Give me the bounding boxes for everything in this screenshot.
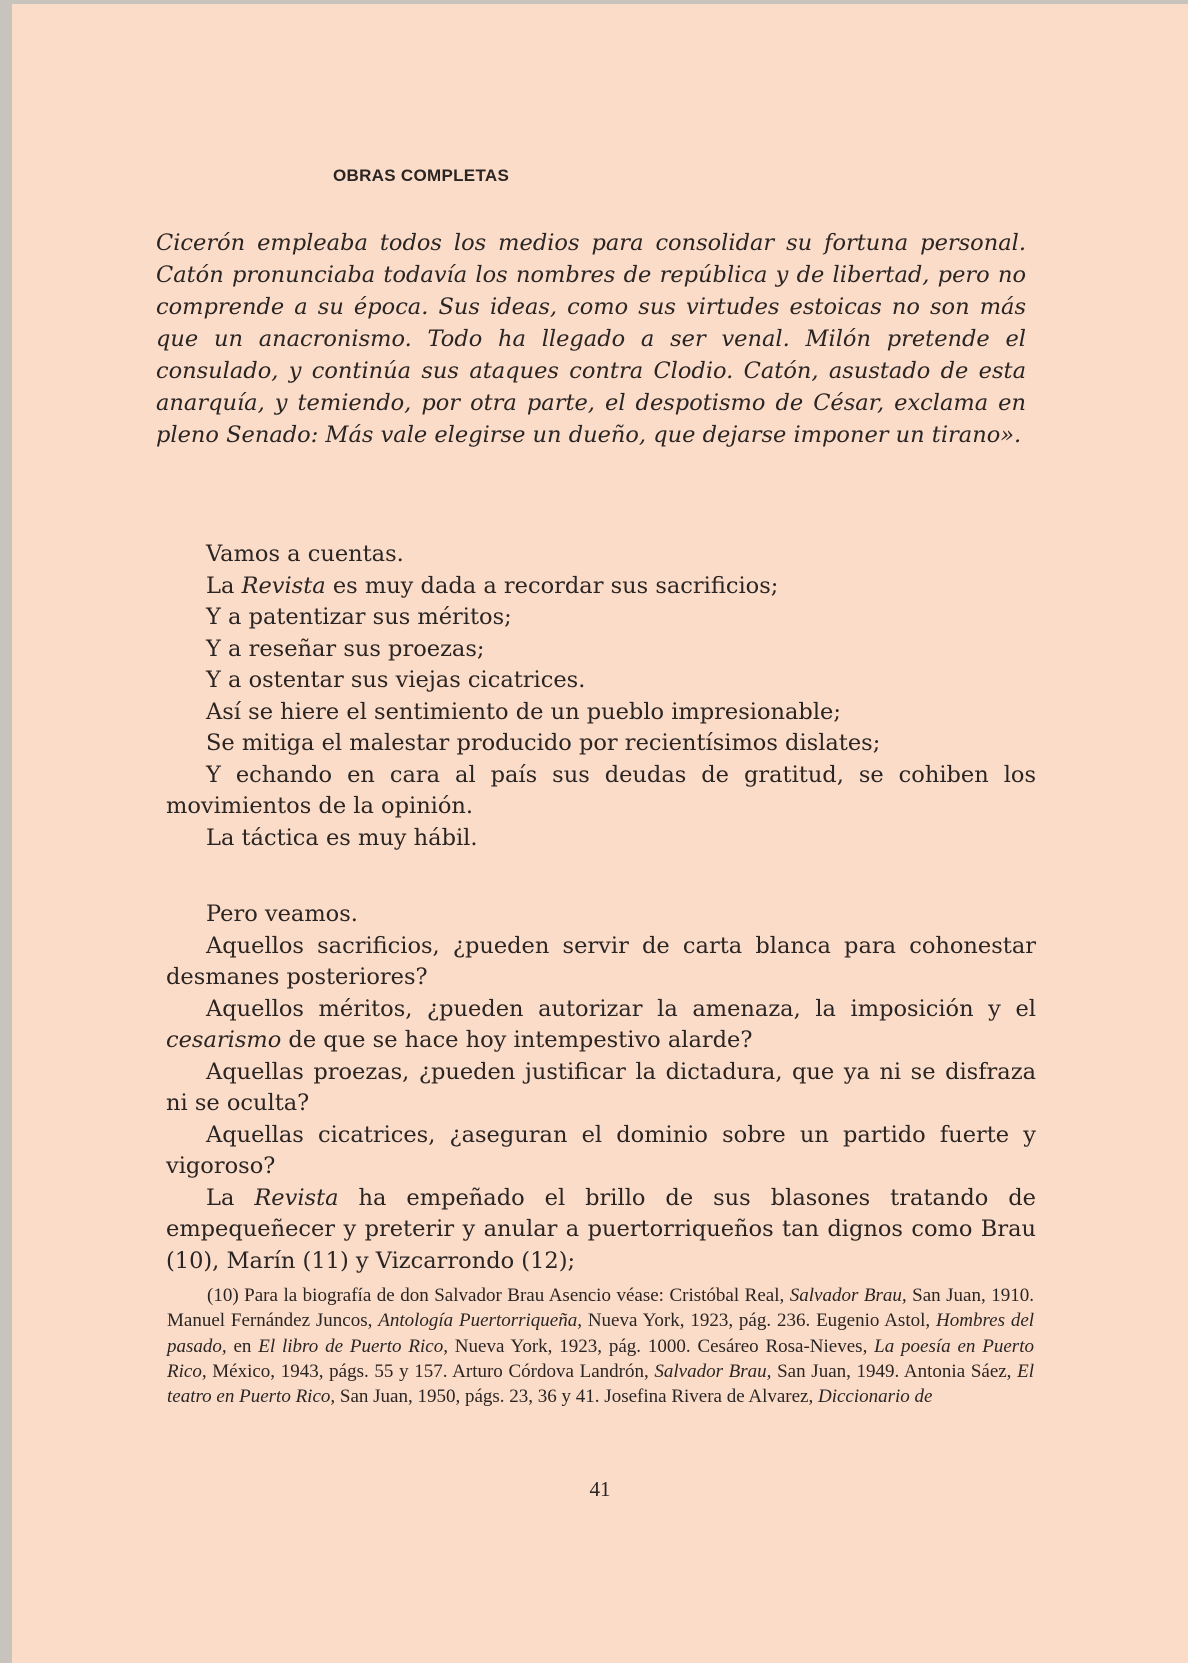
- emphasis: cesarismo: [166, 1027, 282, 1053]
- text-run: (10) Para la biografía de don Salvador Brau Asencio véase: Cristóbal Real,: [207, 1285, 790, 1306]
- emphasis: Hombres del pasado,: [167, 1310, 1035, 1357]
- footnote: [167, 1283, 1034, 1409]
- emphasis: Diccionario de: [817, 1386, 933, 1408]
- paragraph: La táctica es muy hábil.: [206, 824, 478, 851]
- text-run: Nueva York, 1923, pág. 1000. Cesáreo Rosa-Nieves,: [447, 1335, 875, 1357]
- text-run: San Juan, 1950, págs. 23, 36 y 41. Josefina Rivera de Alvarez,: [335, 1386, 818, 1408]
- paragraph: [166, 571, 1036, 603]
- paragraph: Aquellos sacrificios, ¿pueden servir de carta blanca para cohonestar desmanes posteriores?: [166, 932, 1036, 990]
- paragraph: Aquellas cicatrices, ¿aseguran el dominio sobre un partido fuerte y vigoroso?: [166, 1121, 1036, 1179]
- quote-paragraph: Cicerón empleaba todos los medios para consolidar su fortuna personal. Catón pronunciaba todavía los nombres de república y de libertad, pero no comprende a su época. Sus ideas, como sus virtudes estoicas no son más que un anacronismo. Todo ha llegado a ser venal. Milón pretende el consulado, y continúa sus ataques contra Clodio. Catón, asustado de esta anarquía, y temiendo, por otra parte, el despotismo de César, exclama en pleno Senado: Más vale elegirse un dueño, que dejarse imponer un tirano».: [156, 230, 1026, 448]
- emphasis: Revista: [254, 1184, 339, 1211]
- emphasis: Salvador Brau,: [654, 1360, 772, 1382]
- paragraph: [166, 994, 1036, 1057]
- text-run: es muy dada a recordar sus sacrificios;: [325, 572, 779, 599]
- footnote-paragraph: [167, 1283, 1034, 1409]
- text-run: Aquellos méritos, ¿pueden autorizar la amenaza, la imposición y el: [206, 995, 1036, 1022]
- page-number: 41: [589, 1477, 611, 1501]
- emphasis: Revista: [241, 572, 326, 599]
- paragraph: Y echando en cara al país sus deudas de gratitud, se cohiben los movimientos de la opinión.: [166, 761, 1036, 819]
- text-run: San Juan, 1949. Antonia Sáez,: [771, 1360, 1018, 1382]
- paragraph: [166, 1183, 1036, 1278]
- italic-quotation: [156, 227, 1026, 451]
- section-one: [166, 539, 1036, 854]
- emphasis: Antología Puertorriqueña,: [378, 1310, 582, 1332]
- emphasis: Salvador Brau,: [789, 1285, 907, 1306]
- text-run: de que se hace hoy intempestivo alarde?: [281, 1027, 753, 1053]
- paragraph: Se mitiga el malestar producido por recientísimos dislates;: [206, 730, 881, 756]
- emphasis: El teatro en Puerto Rico,: [167, 1360, 1035, 1408]
- text-run: La: [206, 572, 242, 599]
- book-page: [12, 4, 1188, 1663]
- text-run: Nueva York, 1923, pág. 236. Eugenio Astol,: [581, 1310, 936, 1332]
- section-two: [166, 899, 1036, 1277]
- emphasis: El libro de Puerto Rico,: [258, 1335, 448, 1357]
- paragraph: Vamos a cuentas.: [206, 541, 404, 567]
- emphasis: La poesía en Puerto Rico,: [167, 1335, 1034, 1382]
- text-run: ha empeñado el brillo de sus blasones tratando de empequeñecer y preterir y anular a puertorriqueños tan dignos como Brau (10), Marín (11) y Vizcarrondo (12);: [166, 1184, 1036, 1274]
- running-header: OBRAS COMPLETAS: [333, 166, 510, 185]
- text-run: La: [206, 1184, 255, 1211]
- paragraph: Así se hiere el sentimiento de un pueblo impresionable;: [206, 698, 841, 725]
- text-run: San Juan, 1910. Manuel Fernández Juncos,: [167, 1285, 1035, 1332]
- paragraph: Aquellas proezas, ¿pueden justificar la dictadura, que ya ni se disfraza ni se oculta?: [166, 1058, 1036, 1116]
- paragraph: Y a ostentar sus viejas cicatrices.: [206, 667, 586, 693]
- text-run: en: [226, 1335, 259, 1357]
- paragraph: Y a patentizar sus méritos;: [206, 604, 512, 630]
- paragraph: Pero veamos.: [206, 901, 358, 927]
- paragraph: Y a reseñar sus proezas;: [206, 635, 485, 662]
- text-run: México, 1943, págs. 55 y 157. Arturo Córdova Landrón,: [206, 1360, 655, 1382]
